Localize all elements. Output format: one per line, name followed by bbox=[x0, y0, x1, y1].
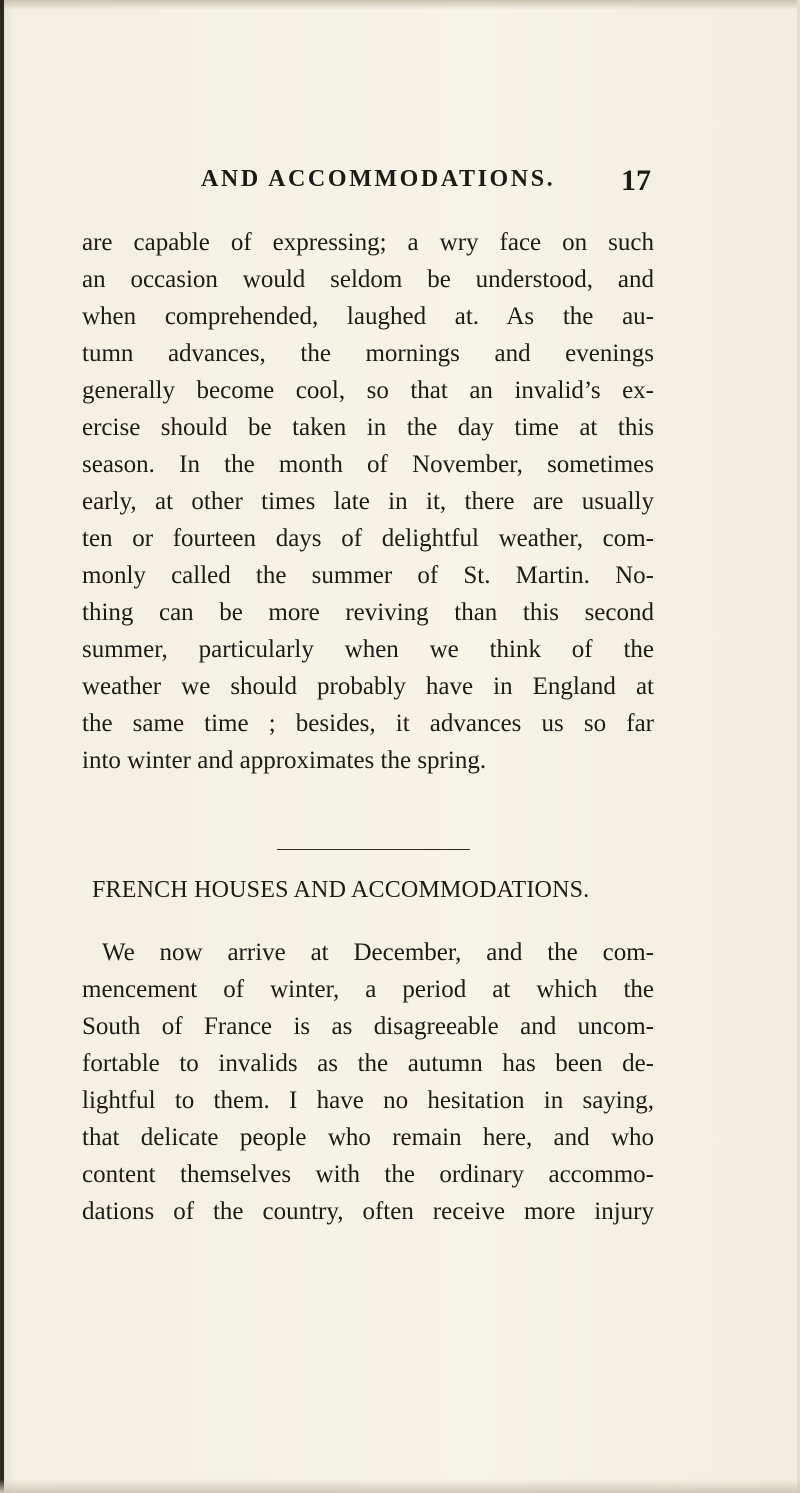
text-line: the same time ; besides, it advances us so far bbox=[82, 710, 654, 737]
text-line: We now arrive at December, and the com- bbox=[102, 939, 654, 966]
scan-top-shadow bbox=[0, 0, 800, 10]
text-line: weather we should probably have in England at bbox=[82, 673, 654, 700]
text-line: South of France is as disagreeable and uncom- bbox=[82, 1013, 654, 1040]
text-line: generally become cool, so that an invalid’s ex- bbox=[82, 377, 654, 404]
text-line: dations of the country, often receive more injury bbox=[82, 1198, 654, 1225]
text-line: content themselves with the ordinary accommo- bbox=[82, 1161, 654, 1188]
binding-edge bbox=[0, 0, 4, 1493]
running-title: AND ACCOMMODATIONS. bbox=[201, 166, 556, 192]
text-line: season. In the month of November, sometimes bbox=[82, 451, 654, 478]
text-line: early, at other times late in it, there are usually bbox=[82, 488, 654, 515]
text-line: tumn advances, the mornings and evenings bbox=[82, 340, 654, 367]
text-line: that delicate people who remain here, and who bbox=[82, 1124, 654, 1151]
section-divider bbox=[277, 849, 470, 850]
text-line: ercise should be taken in the day time at this bbox=[82, 414, 654, 441]
scan-bottom-shadow bbox=[0, 1479, 800, 1493]
page-number: 17 bbox=[621, 164, 651, 197]
text-line: when comprehended, laughed at. As the au- bbox=[82, 303, 654, 330]
text-line: into winter and approximates the spring. bbox=[82, 747, 487, 774]
text-line: are capable of expressing; a wry face on such bbox=[82, 229, 654, 256]
text-line: mencement of winter, a period at which the bbox=[82, 976, 654, 1003]
text-line: summer, particularly when we think of the bbox=[82, 636, 654, 663]
running-head bbox=[201, 164, 651, 204]
text-line: lightful to them. I have no hesitation in saying, bbox=[82, 1087, 654, 1114]
text-line: an occasion would seldom be understood, and bbox=[82, 266, 654, 293]
text-line: fortable to invalids as the autumn has been de- bbox=[82, 1050, 654, 1077]
text-line: monly called the summer of St. Martin. No- bbox=[82, 562, 654, 589]
text-line: thing can be more reviving than this second bbox=[82, 599, 654, 626]
section-heading: FRENCH HOUSES AND ACCOMMODATIONS. bbox=[92, 877, 590, 903]
text-line: ten or fourteen days of delightful weather, com- bbox=[82, 525, 654, 552]
